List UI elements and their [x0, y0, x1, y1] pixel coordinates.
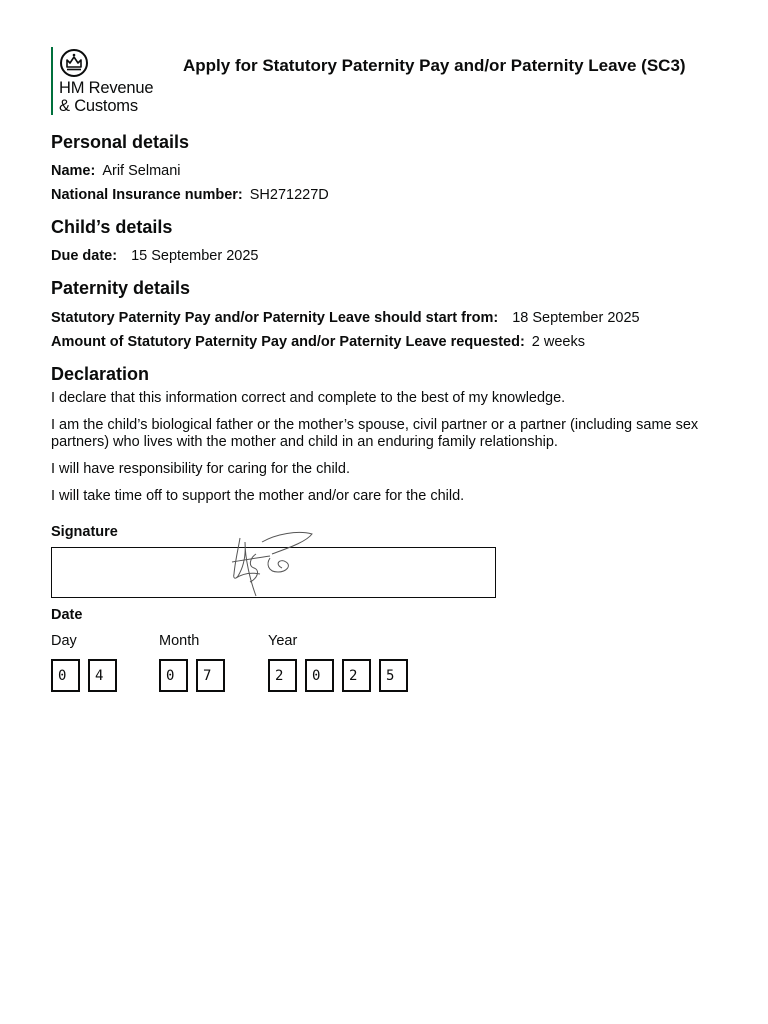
form-title: Apply for Statutory Paternity Pay and/or Paternity Leave (SC3)	[183, 56, 686, 75]
declaration-paragraph-4: I will take time off to support the mother and/or care for the child.	[51, 488, 465, 504]
logo-line-1: HM Revenue	[59, 79, 154, 97]
personal-details-heading: Personal details	[51, 132, 190, 152]
start-label: Statutory Paternity Pay and/or Paternity Leave should start from:	[51, 310, 499, 326]
signature-label: Signature	[51, 524, 118, 540]
form-content	[51, 131, 726, 515]
ni-row	[51, 186, 726, 204]
year-digit-3[interactable]: 2	[342, 659, 371, 692]
day-digit-2[interactable]: 4	[88, 659, 117, 692]
due-date-value: 15 September 2025	[131, 248, 259, 264]
logo-text	[59, 79, 153, 115]
year-digit-4[interactable]: 5	[379, 659, 408, 692]
day-digit-1[interactable]: 0	[51, 659, 80, 692]
declaration-paragraph-3: I will have responsibility for caring for the child.	[51, 461, 350, 477]
ni-value: SH271227D	[249, 187, 329, 203]
hmrc-logo	[51, 47, 183, 115]
name-row	[51, 162, 726, 180]
year-label: Year	[268, 633, 298, 649]
amount-value: 2 weeks	[531, 334, 585, 350]
start-value: 18 September 2025	[512, 310, 640, 326]
amount-label: Amount of Statutory Paternity Pay and/or Paternity Leave requested:	[51, 334, 525, 350]
due-date-row	[51, 247, 726, 265]
form-header	[51, 47, 731, 117]
royal-crest-icon	[59, 48, 89, 78]
month-digit-1[interactable]: 0	[159, 659, 188, 692]
name-label: Name:	[51, 163, 96, 179]
month-label: Month	[159, 633, 200, 649]
child-details-heading: Child’s details	[51, 217, 173, 237]
ni-label: National Insurance number:	[51, 187, 243, 203]
handwritten-signature	[226, 528, 318, 600]
month-digit-2[interactable]: 7	[196, 659, 225, 692]
paternity-details-heading: Paternity details	[51, 278, 191, 298]
amount-row	[51, 333, 726, 351]
year-digit-1[interactable]: 2	[268, 659, 297, 692]
logo-line-2: & Customs	[59, 97, 138, 115]
start-row	[51, 309, 726, 327]
declaration-paragraph-2: I am the child’s biological father or the mother’s spouse, civil partner or a partner (including same sex partners) who lives with the mother and child in an enduring family relationship.	[51, 417, 699, 450]
name-value: Arif Selmani	[102, 163, 181, 179]
declaration-heading: Declaration	[51, 364, 150, 384]
declaration-paragraph-1: I declare that this information correct and complete to the best of my knowledge.	[51, 390, 566, 406]
date-label: Date	[51, 607, 83, 623]
day-label: Day	[51, 633, 77, 649]
due-date-label: Due date:	[51, 248, 118, 264]
year-digit-2[interactable]: 0	[305, 659, 334, 692]
